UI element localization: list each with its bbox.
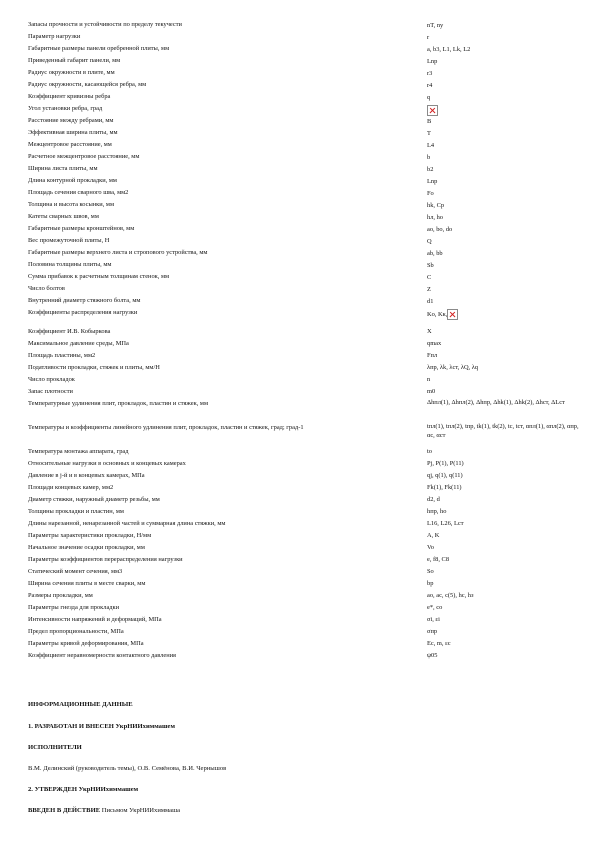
row-term: Параметры гнезда для прокладки: [28, 603, 120, 611]
row-symbol: Ko, Kк,: [427, 310, 448, 318]
row-term: Параметры коэффициентов перераспределения нагрузки: [28, 555, 183, 563]
row-symbol: Lnp: [427, 57, 438, 65]
row-term: Толщина и высота косынки, мм: [28, 201, 114, 208]
table-row: [28, 650, 583, 662]
table-row: [28, 235, 583, 247]
row-term: Запасы прочности и устойчивости по пределу текучести: [28, 21, 182, 28]
row-symbol: B: [427, 117, 432, 125]
row-symbol-cell: [427, 79, 583, 90]
row-symbol-cell: [427, 31, 583, 42]
row-symbol-cell: [427, 199, 583, 210]
table-row: [28, 554, 583, 566]
row-symbol: n: [427, 376, 431, 383]
row-symbol: qmax: [427, 340, 442, 347]
row-symbol-cell: [427, 295, 583, 306]
row-symbol: Vo: [427, 544, 434, 551]
row-symbol-cell: [427, 590, 583, 601]
row-symbol-cell: [427, 338, 583, 349]
row-symbol: qj, q(1), q(11): [427, 472, 463, 479]
row-term: Площади концевых камер, мм2: [28, 483, 114, 491]
info-item-approved: 2. УТВЕРЖДЕН УкрНИИхиммашем: [28, 786, 139, 793]
table-row: [28, 374, 583, 386]
row-symbol-cell: [427, 422, 583, 441]
row-symbol: T: [427, 129, 431, 137]
table-row: [28, 638, 583, 650]
row-term: Параметры характеристики прокладки, Н/мм: [28, 531, 152, 539]
table-row: [28, 458, 583, 470]
row-term: Максимальное давление среды, МПа: [28, 339, 129, 347]
row-symbol: nT, ny: [427, 21, 444, 29]
info-item-developed: 1. РАЗРАБОТАН И ВНЕСЕН УкрНИИхиммашем: [28, 723, 175, 730]
row-term: Параметры кривой деформирования, МПа: [28, 639, 144, 647]
row-term: Площадь пластины, мм2: [28, 351, 96, 359]
row-term: Коэффициент И.В. Кобыркова: [28, 327, 111, 335]
row-symbol-cell: [427, 566, 583, 577]
row-term: Давление в j-й и в концевых камерах, МПа: [28, 471, 145, 479]
row-term: Сумма прибавок к расчетным толщинам стенок, мм: [28, 273, 170, 280]
row-symbol-cell: [427, 259, 583, 270]
table-row: [28, 350, 583, 362]
row-symbol: m0: [427, 388, 436, 395]
row-symbol: X: [427, 328, 432, 335]
table-row: [28, 470, 583, 482]
row-term: Число прокладок: [28, 375, 75, 383]
row-term: Габаритные размеры панели оребренной плиты, мм: [28, 45, 170, 52]
row-term: Внутренний диаметр стяжного болта, мм: [28, 297, 141, 304]
row-symbol: hл, hо: [427, 213, 443, 221]
table-row: [28, 187, 583, 199]
row-symbol: to: [427, 448, 432, 455]
broken-image-icon: [447, 309, 458, 320]
table-row: [28, 422, 583, 446]
row-symbol: e*, co: [427, 604, 443, 611]
table-row: [28, 175, 583, 187]
row-symbol-cell: [427, 127, 583, 138]
executors-list: В.М. Делинский (руководитель темы), О.В. Семёнова, В.И. Чернышов: [28, 765, 227, 772]
row-term: Коэффициент неравномерности контактного давления: [28, 651, 176, 659]
row-term: Температура монтажа аппарата, град: [28, 447, 129, 455]
enacted-text: Письмом УкрНИИхиммаша: [100, 807, 181, 814]
row-term: Половина толщины плиты, мм: [28, 261, 112, 268]
row-symbol-cell: [427, 362, 583, 373]
row-symbol-cell: [427, 614, 583, 625]
table-row: [28, 19, 583, 31]
enacted-label: ВВЕДЕН В ДЕЙСТВИЕ: [28, 807, 101, 814]
row-term: Радиус окружности в плите, мм: [28, 69, 115, 76]
table-row: [28, 43, 583, 55]
row-term: Длина контурной прокладки, мм: [28, 177, 117, 184]
row-symbol-cell: [427, 91, 583, 102]
row-term: Катеты сварных швов, мм: [28, 213, 99, 220]
table-row: [28, 386, 583, 398]
row-symbol: hпр, hо: [427, 508, 447, 515]
table-row: [28, 295, 583, 307]
row-symbol: d2, d: [427, 496, 440, 503]
row-symbol: Lnp: [427, 177, 438, 185]
row-symbol: r3: [427, 69, 433, 77]
row-symbol-cell: [427, 398, 583, 408]
row-symbol: d1: [427, 297, 434, 305]
row-term: Диаметр стяжки, наружный диаметр резьбы, мм: [28, 495, 160, 503]
table-row: [28, 67, 583, 79]
row-symbol-cell: [427, 470, 583, 481]
row-symbol-cell: [427, 115, 583, 126]
table-row: [28, 91, 583, 103]
table-row: [28, 127, 583, 139]
row-symbol-cell: [427, 211, 583, 222]
row-symbol-cell: [427, 175, 583, 186]
row-symbol: r4: [427, 81, 433, 89]
table-row: [28, 590, 583, 602]
row-symbol: bp: [427, 580, 434, 587]
row-symbol: A, K: [427, 532, 440, 539]
row-symbol: Pj, P(1), P(11): [427, 460, 464, 467]
table-row: [28, 518, 583, 530]
row-term: Интенсивности напряжений и деформаций, МПа: [28, 615, 162, 623]
row-symbol: λпр, λk, λст, λQ, λq: [427, 364, 479, 371]
row-term: Вес промежуточной плиты, Н: [28, 237, 110, 244]
row-symbol-cell: [427, 506, 583, 517]
row-term: Параметр нагрузки: [28, 33, 81, 40]
row-term: Толщины прокладки и пластин, мм: [28, 507, 124, 515]
row-term: Размеры прокладки, мм: [28, 591, 93, 599]
row-symbol: L16, L26, Lст: [427, 520, 464, 527]
row-symbol-cell: [427, 554, 583, 565]
table-row: [28, 506, 583, 518]
row-symbol: r: [427, 33, 430, 41]
row-symbol: Z: [427, 285, 431, 293]
row-symbol: Δhпл(1), Δhпл(2), Δhпр, Δhk(1), Δhk(2), Δhст, ΔLст: [427, 399, 565, 406]
row-symbol: tпл(1), tпл(2), tпр, tk(1), tk(2), tc, tст, αпл(1), αпл(2), αпр, αс, αст: [427, 423, 579, 439]
row-symbol-cell: [427, 235, 583, 246]
row-symbol-cell: [427, 187, 583, 198]
table-row: [28, 163, 583, 175]
row-symbol: q: [427, 93, 431, 101]
table-row: [28, 482, 583, 494]
table-row: [28, 362, 583, 374]
table-row: [28, 398, 583, 422]
row-symbol-cell: [427, 43, 583, 54]
row-symbol-cell: [427, 482, 583, 493]
table-row: [28, 139, 583, 151]
row-symbol-cell: [427, 19, 583, 30]
info-item-enacted: [28, 806, 568, 816]
table-row: [28, 55, 583, 67]
row-symbol: Fпл: [427, 352, 438, 359]
row-symbol-cell: [427, 650, 583, 661]
row-term: Габаритные размеры верхнего листа и стропового устройства, мм: [28, 249, 208, 256]
table-row: [28, 446, 583, 458]
row-term: Предел пропорциональности, МПа: [28, 627, 124, 635]
row-symbol-cell: [427, 494, 583, 505]
row-symbol: ψ05: [427, 652, 438, 659]
broken-image-icon: [427, 105, 438, 116]
row-term: Ширина листа плиты, мм: [28, 165, 98, 172]
row-symbol-cell: [427, 139, 583, 150]
table-row: [28, 271, 583, 283]
row-symbol: σi, εi: [427, 616, 440, 623]
executors-heading: ИСПОЛНИТЕЛИ: [28, 744, 82, 751]
row-symbol: hk, Cp: [427, 201, 445, 209]
row-symbol-cell: [427, 602, 583, 613]
notation-table: [28, 19, 583, 662]
table-row: [28, 211, 583, 223]
table-row: [28, 578, 583, 590]
row-symbol: Sо: [427, 568, 434, 575]
table-row: [28, 259, 583, 271]
row-symbol-cell: [427, 271, 583, 282]
row-symbol-cell: [427, 458, 583, 469]
row-symbol-cell: [427, 163, 583, 174]
row-symbol: b: [427, 153, 431, 161]
table-row: [28, 614, 583, 626]
row-term: Угол установки ребра, град: [28, 105, 103, 112]
row-symbol-cell: [427, 446, 583, 457]
row-symbol-cell: [427, 518, 583, 529]
row-term: Податливости прокладки, стяжек и плиты, мм/Н: [28, 363, 160, 371]
row-symbol: C: [427, 273, 432, 281]
row-term: Температуры и коэффициенты линейного удлинения плит, прокладок, пластин и стяжек, град; град-1: [28, 423, 304, 431]
table-row: [28, 542, 583, 554]
row-symbol-cell: [427, 247, 583, 258]
row-symbol: σпр: [427, 628, 438, 635]
row-symbol: Q: [427, 237, 432, 245]
table-row: [28, 530, 583, 542]
row-symbol-cell: [427, 55, 583, 66]
table-row: [28, 115, 583, 127]
row-symbol-cell: [427, 578, 583, 589]
row-term: Длины нарезанной, ненарезанной частей и суммарная длина стяжки, мм: [28, 519, 226, 527]
row-symbol: ao, ac, c(5), hc, hз: [427, 592, 474, 599]
table-row: [28, 151, 583, 163]
row-term: Расчетное межцентровое расстояние, мм: [28, 153, 140, 160]
row-term: Коэффициент кривизны ребра: [28, 93, 111, 100]
row-term: Коэффициенты распределения нагрузки: [28, 309, 138, 316]
row-term: Эффективная ширина плиты, мм: [28, 129, 118, 136]
table-row: [28, 103, 583, 115]
row-term: Радиус окружности, касающейся ребра, мм: [28, 81, 147, 88]
table-row: [28, 223, 583, 235]
row-term: Температурные удлинения плит, прокладок, пластин и стяжек, мм: [28, 399, 208, 407]
row-term: Приведенный габарит панели, мм: [28, 57, 121, 64]
row-symbol: ao, bo, do: [427, 225, 453, 233]
row-symbol-cell: [427, 326, 583, 337]
table-row: [28, 31, 583, 43]
table-row: [28, 283, 583, 295]
row-symbol: ab, bb: [427, 249, 443, 257]
row-term: Ширина сечения плиты в месте сварки, мм: [28, 579, 146, 587]
table-row: [28, 307, 583, 326]
table-row: [28, 566, 583, 578]
row-symbol: b2: [427, 165, 434, 173]
row-symbol-cell: [427, 350, 583, 361]
table-row: [28, 247, 583, 259]
row-symbol: L4: [427, 141, 435, 149]
table-row: [28, 338, 583, 350]
row-term: Габаритные размеры кронштейнов, мм: [28, 225, 135, 232]
row-symbol: Ec, m, εc: [427, 640, 451, 647]
row-symbol-cell: [427, 530, 583, 541]
row-symbol-cell: [427, 374, 583, 385]
row-symbol-cell: [427, 542, 583, 553]
row-term: Статический момент сечения, мм3: [28, 567, 123, 575]
row-symbol-cell: [427, 67, 583, 78]
row-symbol: Sb: [427, 261, 434, 269]
table-row: [28, 199, 583, 211]
info-heading: ИНФОРМАЦИОННЫЕ ДАННЫЕ: [28, 701, 133, 708]
row-term: Начальное значение осадки прокладки, мм: [28, 543, 145, 551]
row-term: Относительные нагрузки в основных и концевых камерах: [28, 459, 186, 467]
row-term: Площадь сечения сварного шва, мм2: [28, 189, 129, 196]
table-row: [28, 602, 583, 614]
row-term: Число болтов: [28, 285, 65, 292]
row-symbol-cell: [427, 103, 583, 116]
row-symbol: Fo: [427, 189, 434, 197]
row-symbol-cell: [427, 386, 583, 397]
table-row: [28, 626, 583, 638]
row-symbol-cell: [427, 638, 583, 649]
row-term: Расстояние между ребрами, мм: [28, 117, 114, 124]
row-symbol: e, f8, C8: [427, 556, 450, 563]
row-term: Межцентровое расстояние, мм: [28, 141, 112, 148]
row-symbol-cell: [427, 223, 583, 234]
row-symbol: Fk(1), Fk(11): [427, 484, 462, 491]
row-term: Запас плотности: [28, 387, 73, 395]
table-row: [28, 326, 583, 338]
row-symbol-cell: [427, 626, 583, 637]
row-symbol-cell: [427, 307, 583, 320]
row-symbol-cell: [427, 151, 583, 162]
row-symbol-cell: [427, 283, 583, 294]
table-row: [28, 79, 583, 91]
table-row: [28, 494, 583, 506]
row-symbol: a, b3, L1, Lk, L2: [427, 45, 471, 53]
